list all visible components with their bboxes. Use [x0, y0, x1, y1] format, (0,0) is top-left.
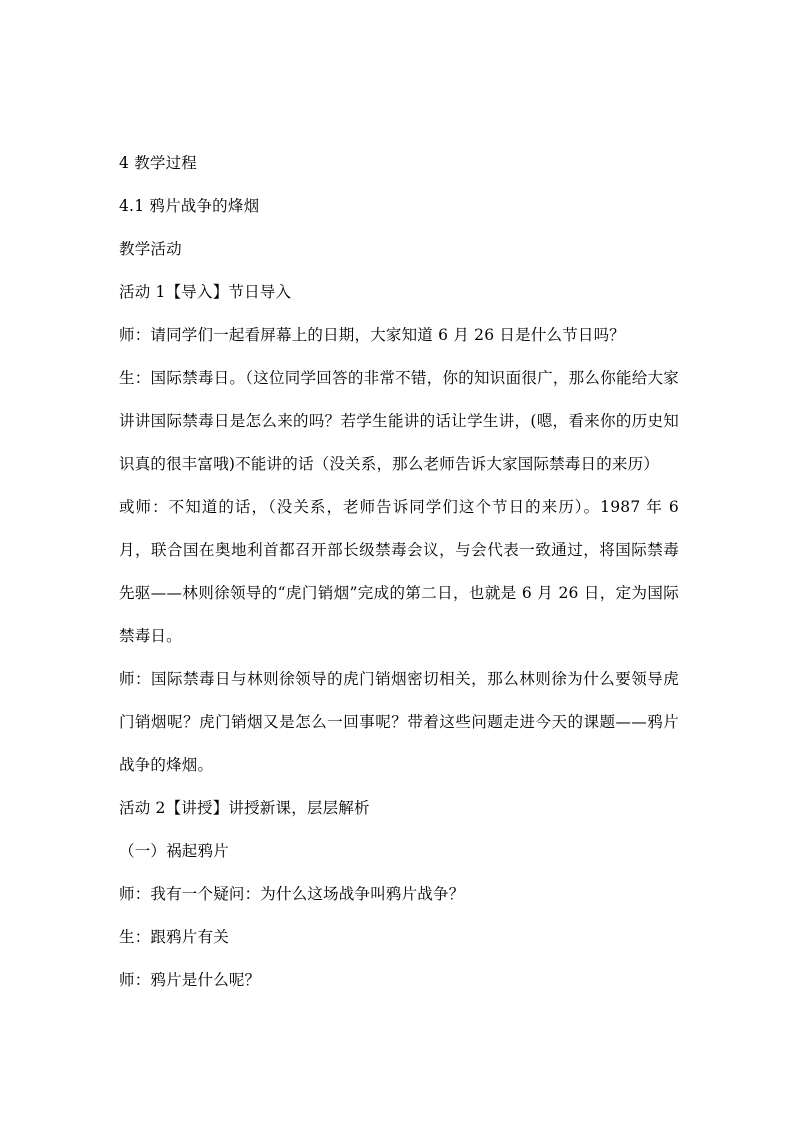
- teacher-line: 师：我有一个疑问：为什么这场战争叫鸦片战争？: [119, 885, 465, 903]
- activity-2-title: 活动 2【讲授】讲授新课，层层解析: [119, 799, 370, 817]
- activity-heading: 教学活动: [119, 240, 182, 258]
- teacher-line: 师：鸦片是什么呢？: [119, 971, 261, 989]
- activity-1-title: 活动 1【导入】节日导入: [119, 283, 292, 301]
- student-line: 生：国际禁毒日。（这位同学回答的非常不错，你的知识面很广，那么你能给大家讲讲国际禁毒日是怎么来的吗？若学生能讲的话让学生讲，(嗯，看来你的历史知识真的很丰富哦)不能讲的话（没关系，那么老师告诉大家国际禁毒日的来历）: [119, 369, 679, 473]
- section-heading: 4 教学过程: [119, 154, 197, 172]
- subsection-heading: 4.1 鸦片战争的烽烟: [119, 197, 260, 215]
- teacher-line: 师：国际禁毒日与林则徐领导的虎门销烟密切相关，那么林则徐为什么要领导虎门销烟呢？虎门销烟又是怎么一回事呢？带着这些问题走进今天的课题——鸦片战争的烽烟。: [119, 670, 679, 774]
- teacher-alt-line: 或师：不知道的话，（没关系，老师告诉同学们这个节日的来历）。1987 年 6 月，联合国在奥地利首都召开部长级禁毒会议，与会代表一致通过，将国际禁毒先驱——林则徐领导的“虎门销烟”完成的第二日，也就是 6 月 26 日，定为国际禁毒日。: [119, 498, 679, 645]
- student-line: 生：跟鸦片有关: [119, 928, 229, 946]
- teacher-line: 师：请同学们一起看屏幕上的日期，大家知道 6 月 26 日是什么节日吗？: [119, 326, 625, 344]
- subtopic-heading: （一）祸起鸦片: [119, 842, 229, 860]
- document-body: [119, 142, 679, 1002]
